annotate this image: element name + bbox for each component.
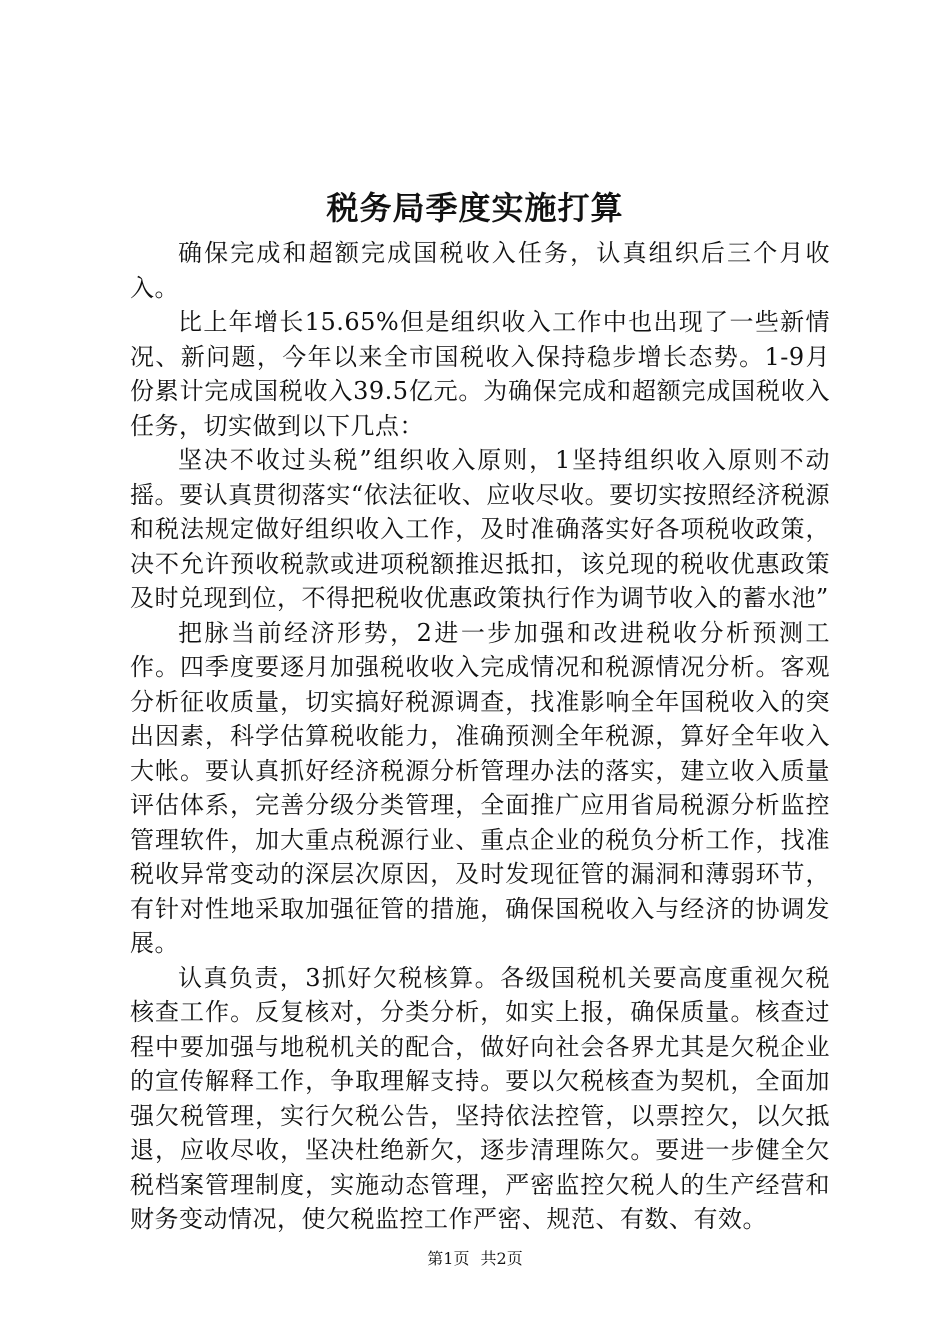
page-number: 第1页 [427, 1249, 470, 1268]
paragraph-1: 确保完成和超额完成国税收入任务，认真组织后三个月收入。 [130, 239, 830, 302]
document-body [130, 236, 830, 1237]
paragraph-5: 认真负责，3抓好欠税核算。各级国税机关要高度重视欠税核查工作。反复核对，分类分析，如实上报，确保质量。核查过程中要加强与地税机关的配合，做好向社会各界尤其是欠税企业的宣传解释工作，争取理解支持。要以欠税核查为契机，全面加强欠税管理，实行欠税公告，坚持依法控管，以票控欠，以欠抵退，应收尽收，坚决杜绝新欠，逐步清理陈欠。要进一步健全欠税档案管理制度，实施动态管理，严密监控欠税人的生产经营和财务变动情况，使欠税监控工作严密、规范、有数、有效。 [130, 963, 830, 1233]
paragraph-4: 把脉当前经济形势，2进一步加强和改进税收分析预测工作。四季度要逐月加强税收收入完成情况和税源情况分析。客观分析征收质量，切实搞好税源调查，找准影响全年国税收入的突出因素，科学估算税收能力，准确预测全年税源，算好全年收入大帐。要认真抓好经济税源分析管理办法的落实，建立收入质量评估体系，完善分级分类管理，全面推广应用省局税源分析监控管理软件，加大重点税源行业、重点企业的税负分析工作，找准税收异常变动的深层次原因，及时发现征管的漏洞和薄弱环节，有针对性地采取加强征管的措施，确保国税收入与经济的协调发展。 [130, 618, 830, 957]
paragraph-3: 坚决不收过头税”组织收入原则，1坚持组织收入原则不动摇。要认真贯彻落实“依法征收、应收尽收。要切实按照经济税源和税法规定做好组织收入工作，及时准确落实好各项税收政策，决不允许预收税款或进项税额推迟抵扣，该兑现的税收优惠政策及时兑现到位，不得把税收优惠政策执行作为调节收入的蓄水池” [130, 446, 830, 612]
paragraph-2: 比上年增长15.65%但是组织收入工作中也出现了一些新情况、新问题，今年以来全市国税收入保持稳步增长态势。1-9月份累计完成国税收入39.5亿元。为确保完成和超额完成国税收入任务，切实做到以下几点： [130, 308, 830, 440]
page-title: 税务局季度实施打算 [326, 189, 624, 227]
page-footer [0, 1248, 950, 1270]
page-total: 共2页 [480, 1249, 523, 1268]
